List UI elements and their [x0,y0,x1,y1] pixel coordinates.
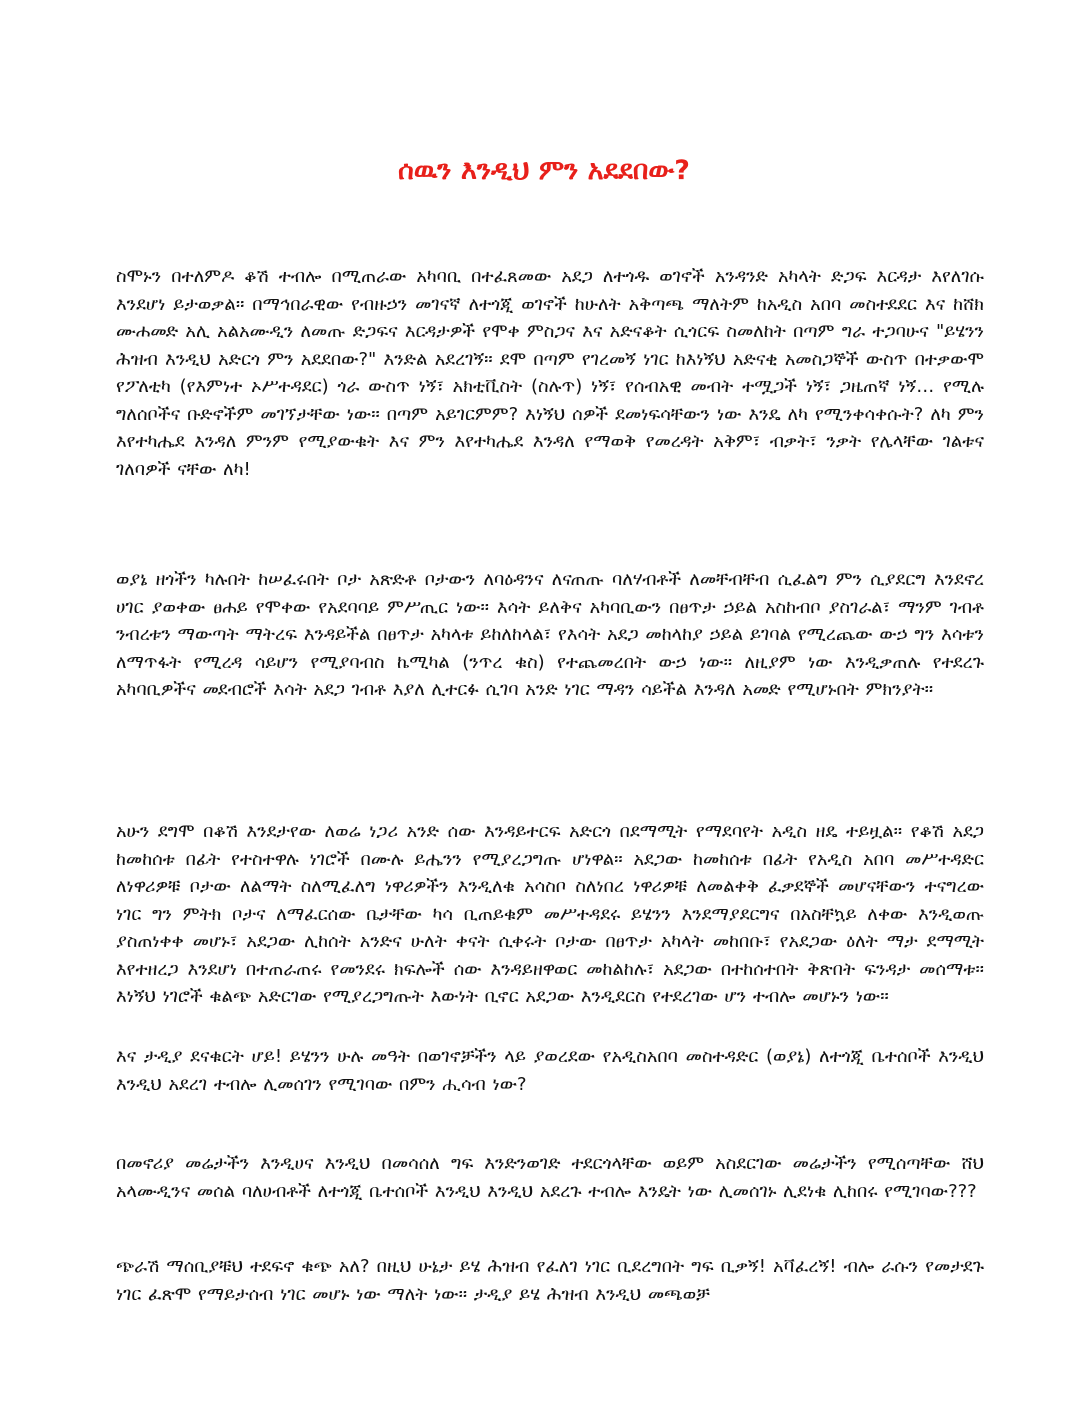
body-paragraph-1: ስሞኑን በተለምዶ ቆሽ ተብሎ በሚጠራው አካባቢ በተፈጸመው አደጋ ለተጎዱ ወገኖች አንዳንድ አካላት ድጋፍ እርዳታ እየለገሱ እንደሆነ ይታወቃል፡፡ በማኅበራዊው የብዙኃን መገናኛ ለተጎጂ ወገኖች ከሁለት አቅጣጫ ማለትም ከአዲስ አበባ መስተደደር እና ከሸክ ሙሐመድ አሊ አልአሙዲን ለመጡ ድጋፍና እርዳታዎች የሞቀ ምስጋና እና አድናቆት ሲጎርፍ ስመለከት በጣም ግራ ተጋባሁና "ይሄንን ሕዝብ እንዲህ አድርጎ ምን አደደበው?" እንድል አደረገኝ፡፡ ደሞ በጣም የገረመኝ ነገር ከእነኝህ አድናቂ አመስጋኞች ውስጥ በተቃውሞ የፖለቲካ (የእምነተ ኦሥተዳደር) ጎራ ውስጥ ነኝ፣ አክቲቪስት (ስሉጥ) ነኝ፣ የሰብአዊ መብት ተሟጋች ነኝ፣ ጋዜጠኛ ነኝ… የሚሉ ግለሰቦችና ቡድኖችም መገኘታቸው ነው፡፡ በጣም አይገርምም? እነኝህ ሰዎች ደመነፍሳቸውን ነው እንዴ ለካ የሚንቀሳቀሱት? ለካ ምን እየተካሔደ እንዳለ ምንም የሚያውቁት እና ምን እየተካሔደ እንዳለ የማወቅ የመረዳት አቅም፣ ብቃት፣ ንቃት የሌላቸው ገልቱና ገለባዎች ናቸው ለካ! [116,266,984,480]
page-title: ሰዉን እንዲህ ምን አደደበው? [398,155,690,186]
body-paragraph-4: እና ታዲያ ደናቁርት ሆይ! ይሄንን ሁሉ መዓት በወገኖቻችን ላይ ያወረደው የአዲስአበባ መስተዳድር (ወያኔ) ለተጎጂ ቤተሰቦች እንዲህ እንዲህ አደረገ ተብሎ ሊመሰገን የሚገባው በምን ሒሳብ ነው? [116,1046,984,1095]
body-paragraph-5: በመኖሪያ መሬታችን እንዲሀና እንዲህ በመሳሰለ ግፍ እንድንወገድ ተደርጎላቸው ወይም አስደርገው መሬታችን የሚሰጣቸው ሸህ አላሙዲንና መሰል ባለሀብቶች ለተጎጂ ቤተሰቦች እንዲህ እንዲህ አደረጉ ተብሎ እንዴት ነው ሊመሰገኑ ሊደነቁ ሊከበሩ የሚገባው??? [116,1153,984,1202]
body-paragraph-3: አሁን ደግሞ በቆሽ እንደታየው ለወሬ ነጋሪ አንድ ሰው እንዳይተርፍ አድርጎ በደማሚት የማደባየት አዲስ ዘዴ ተይዟል፡፡ የቆሽ አደጋ ከመከሰቱ በፊት የተስተዋሉ ነገሮች በሙሉ ይሔንን የሚያረጋግጡ ሆነዋል፡፡ አደጋው ከመከሰቱ በፊት የአዲስ አበባ መሥተዳድር ለነዋሪዎቹ ቦታው ለልማት ስለሚፈለግ ነዋሪዎችን እንዲለቁ አሳስቦ ስለነበረ ነዋሪዎቹ ለመልቀቅ ፈቃደኞች መሆናቸውን ተናግረው ነገር ግን ምትክ ቦታና ለማፈርሰው ቤታቸው ካሳ ቢጠይቁም መሥተዳደሩ ይሄንን እንደማያደርግና በአስቸኳይ ለቀው እንዲወጡ ያስጠነቀቀ መሆኑ፣ አደጋው ሊከሰት አንድና ሁለት ቀናት ሲቀሩት ቦታው በፀጥታ አካላት መከበቡ፣ የአደጋው ዕለት ማታ ደማሚት እየተዘረጋ እንደሆነ በተጠራጠሩ የመንደሩ ክፍሎች ሰው እንዳይዘዋወር መከልከሉ፣ አደጋው በተከሰተበት ቅጽበት ፍንዳታ መሰማቱ፡፡ እነኝህ ነገሮች ቁልጭ አድርገው የሚያረጋግጡት እውነት ቢኖር አደጋው እንዲደርስ የተደረገው ሆን ተብሎ መሆኑን ነው፡፡ [116,821,984,1007]
body-paragraph-2: ወያኔ ዘጎችን ካሉበት ከሠፈሩበት ቦታ አጽድቶ ቦታውን ለባዕዳንና ለናጠጡ ባለሃብቶች ለመቸብቸብ ሲፈልግ ምን ሲያደርግ እንደኖረ ሀገር ያወቀው ፀሐይ የሞቀው የአደባባይ ምሥጢር ነው፡፡ እሳት ይለቅና አካባቢውን በፀጥታ ኃይል አስከብቦ ያስገራል፣ ማንም ገብቶ ንብረቱን ማውጣት ማትረፍ እንዳይችል በፀጥታ አካላቱ ይከለከላል፣ የእሳት አደጋ መከላከያ ኃይል ይገባል የሚረጨው ውኃ ግን እሳቱን ለማጥፋት የሚረዳ ሳይሆን የሚያባብስ ኬሚካል (ንጥረ ቁስ) የተጨመረበት ውኃ ነው፡፡ ለዚያም ነው እንዲቃጠሉ የተደረጉ አካባቢዎችና መደብሮች እሳት አደጋ ገብቶ እያለ ሊተርፉ ሲገባ አንድ ነገር ማዳን ሳይችል እንዳለ አመድ የሚሆኑበት ምክንያት፡፡ [116,569,984,700]
body-paragraph-6: ጭራሽ ማሰቢያቹህ ተደፍኖ ቁጭ አለ? በዚህ ሁኔታ ይሄ ሕዝብ የፈለገ ነገር ቢደረግበት ግፍ ቢቃኝ! አቫፈረኝ! ብሎ ራሱን የመታደጉ ነገር ፈጽሞ የማይታሰብ ነገር መሆኑ ነው ማለት ነው፡፡ ታዲያ ይሄ ሕዝብ እንዲህ መጫወቻ [116,1256,984,1305]
